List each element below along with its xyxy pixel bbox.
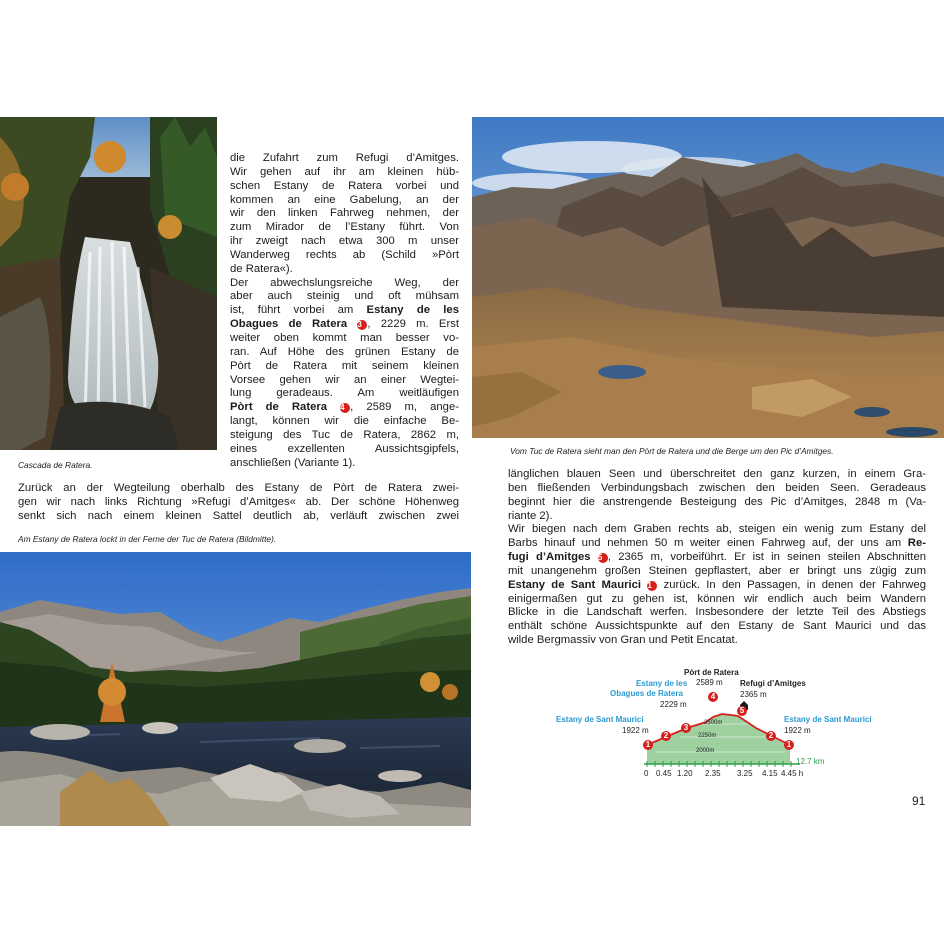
lake-caption: Am Estany de Ratera lockt in der Ferne der Tuc de Ratera (Bildmitte). [18,534,277,544]
text-line: riante 2). [508,509,553,522]
grid-label-2500: 2500m [704,720,723,726]
left-column-text [230,152,459,470]
waterfall-caption: Cascada de Ratera. [18,460,93,470]
tick-label: 4.15 [762,769,778,778]
right-column-text [508,468,926,648]
text-line [508,537,926,551]
text-fragment: zurück. In den Passagen, in denen der Fahrweg [657,578,926,591]
text-line [230,304,459,318]
profile-label-obagues-alt: 2229 m [660,700,687,709]
waypoint-4-marker: 4 [340,403,350,413]
text-fragment: , 2589 m, ange- [350,401,459,414]
text-fragment: ist, führt vorbei am [230,304,367,317]
lake-photo [0,552,471,826]
place-name: fugi d’Amitges [508,551,591,564]
profile-label-obagues-1: Estany de les [636,679,688,688]
grid-label-2000: 2000m [696,748,715,754]
text-line: wir den linken Fahrweg nehmen, der [230,207,459,220]
profile-label-sm-right-alt: 1922 m [784,726,811,735]
waypoint-1-marker: 1 [647,581,657,591]
waypoint-3-marker: 3 [357,320,367,330]
page-number: 91 [912,794,926,808]
waterfall-photo [0,117,217,450]
text-line: Wanderweg rechts ab (Schild »Pòrt [230,248,459,261]
text-fragment: Barbs hinauf und nehmen 50 m weiter einen Fahrweg auf, der uns am [508,537,908,550]
text-line: Der abwechslungsreiche Weg, der [230,276,459,289]
text-line: Wir gehen auf ihr am kleinen hüb- [230,165,459,178]
text-line: de Ratera«). [230,262,293,275]
elevation-profile [550,664,890,784]
tick-label: 0.45 [656,769,672,778]
profile-label-port-name: Pòrt de Ratera [684,668,739,677]
text-line: ran. Auf Höhe des grünen Estany de [230,345,459,358]
mountain-photo [472,117,944,438]
tick-label: 2.35 [705,769,721,778]
text-line: länglichen blauen Seen und überschreitet den ganz kurzen, in einem Gra- [508,468,926,480]
text-line: die Zufahrt zum Refugi d’Amitges. [230,152,459,164]
profile-label-port-alt: 2589 m [696,678,723,687]
text-line [230,318,459,332]
text-line: Wir biegen nach dem Graben rechts ab, steigen ein wenig zum Estany del [508,523,926,536]
left-full-text [18,482,459,524]
tick-label: 3.25 [737,769,753,778]
text-line: schen Estany de Ratera vorbei und [230,179,459,192]
text-line: wilde Bergmassiv von Gran und Petit Encatat. [508,634,738,647]
text-line: lung geradeaus. Am weitläufigen [230,387,459,400]
profile-marker-2: 2 [661,731,671,741]
text-line: anschließen (Variante 1). [230,456,356,469]
profile-label-sm-left-name: Estany de Sant Maurici [556,715,644,724]
text-line: Pòrt de Ratera mit seinem kleinen [230,359,459,372]
text-line: langt, können wir die einfache Be- [230,415,459,428]
text-line: Blicke in die Landschaft werfen. Insbesondere der letzte Teil des Abstiegs [508,606,926,619]
text-line: zum Mirador de l’Estany führt. Von [230,221,459,234]
text-line: eines exzellenten Aussichtsgipfels, [230,442,459,455]
text-line: kommen an eine Gabelung, an der [230,193,459,206]
text-line: ben fließenden Verbindungsbach zwischen den beiden Seen. Geradeaus [508,481,926,494]
text-line: gen wir nach links Richtung »Refugi d’Amitges« ab. Der schöne Höhenweg [18,495,459,508]
text-line: steigung des Tuc de Ratera, 2862 m, [230,428,459,441]
tick-label: 1.20 [677,769,693,778]
tick-label: 4.45 h [781,769,804,778]
text-line [230,401,459,415]
place-name: Estany de Sant Maurici [508,578,642,591]
profile-marker-1-end: 1 [784,740,794,750]
text-line: mit unangenehm großen Steinen gepflastert, aber er bringt uns zügig zum [508,564,926,577]
profile-label-amitges-alt: 2365 m [740,690,767,699]
text-line: einigermaßen gut zu gehen ist, können wir endlich auch beim Wandern [508,592,926,605]
profile-label-obagues-2: Obagues de Ratera [610,689,683,698]
text-line [508,579,926,593]
mountain-caption: Vom Tuc de Ratera sieht man den Pòrt de Ratera und die Berge um den Pic d’Amitges. [510,446,834,456]
tick-label: 0 [644,769,649,778]
text-line: ihr zweigt nach etwa 300 m unser [230,235,459,248]
grid-label-2250: 2250m [698,733,717,739]
profile-marker-1-start: 1 [643,740,653,750]
profile-label-amitges-name: Refugi d’Amitges [740,679,806,688]
text-fragment: , 2229 m. Erst [367,318,459,331]
place-name: Estany de les [366,304,459,317]
profile-marker-4: 4 [708,692,718,702]
waypoint-5-marker: 5 [598,553,608,563]
text-fragment: , 2365 m, vorbeiführt. Er ist in seinen steilen Abschnitten [607,551,926,564]
place-name: Obagues de Ratera [230,318,348,331]
text-line: Vorsee gehen wir an einer Wegtei- [230,373,459,386]
place-name: Pòrt de Ratera [230,401,328,414]
text-line: beginnt hier die anstrengende Besteigung des Pic d’Amitges, 2848 m (Va- [508,495,926,508]
profile-label-sm-left-alt: 1922 m [622,726,649,735]
place-name: Re- [907,537,926,550]
text-line: weiter oben kommt man besser vo- [230,331,459,344]
profile-label-sm-right-name: Estany de Sant Maurici [784,715,872,724]
profile-marker-2-return: 2 [766,731,776,741]
text-line: Zurück an der Wegteilung oberhalb des Estany de Pòrt de Ratera zwei- [18,482,459,494]
profile-marker-3: 3 [681,723,691,733]
text-line: enthält schöne Aussichtspunkte auf den Estany de Sant Maurici und das [508,620,926,633]
text-line: aber auch steinig und oft mühsam [230,290,459,303]
text-line: senkt sich nach einem kleinen Sattel deutlich ab, verläuft zwischen zwei [18,509,459,522]
profile-marker-5: 5 [737,706,747,716]
distance-label: 12.7 km [796,757,825,766]
text-line [508,551,926,565]
